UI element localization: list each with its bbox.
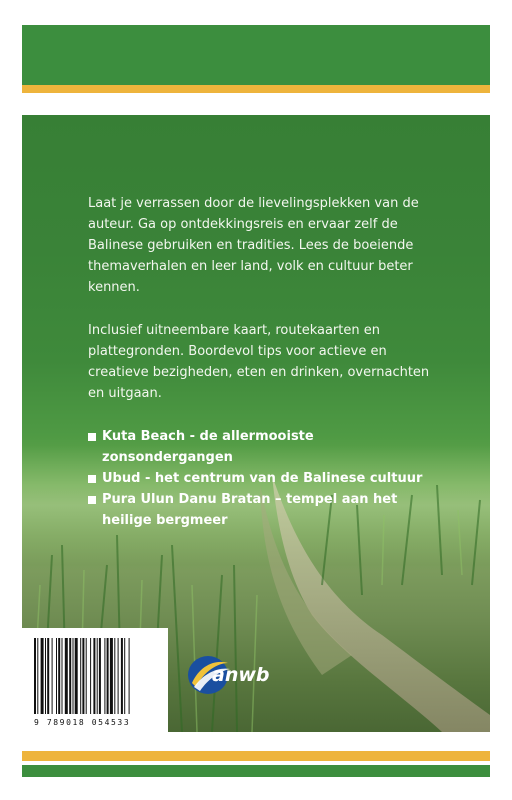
barcode-bar bbox=[75, 638, 78, 714]
highlights-list bbox=[88, 426, 448, 531]
barcode-bar bbox=[34, 638, 36, 714]
barcode-bar bbox=[56, 638, 57, 714]
barcode-bar bbox=[58, 638, 60, 714]
list-item bbox=[88, 468, 448, 489]
barcode-digits: 9 789018 054533 bbox=[34, 718, 131, 727]
back-cover-panel bbox=[22, 115, 490, 732]
barcode-bar bbox=[86, 638, 87, 714]
barcode bbox=[22, 628, 168, 732]
barcode-bar bbox=[52, 638, 53, 714]
barcode-bar bbox=[97, 638, 98, 714]
list-item bbox=[88, 489, 448, 531]
highlight-text: Ubud - het centrum van de Balinese cultuur bbox=[102, 471, 423, 486]
barcode-bar bbox=[80, 638, 81, 714]
barcode-bar bbox=[45, 638, 46, 714]
barcode-bar bbox=[107, 638, 109, 714]
barcode-bar bbox=[47, 638, 49, 714]
barcode-bar bbox=[114, 638, 115, 714]
barcode-bar bbox=[129, 638, 130, 714]
barcode-bar bbox=[37, 638, 38, 714]
barcode-bars-icon bbox=[32, 638, 160, 716]
square-bullet-icon bbox=[88, 475, 96, 483]
barcode-bar bbox=[99, 638, 101, 714]
bottom-green-band bbox=[22, 765, 490, 777]
barcode-bar bbox=[90, 638, 91, 714]
logo-text: anwb bbox=[212, 664, 270, 686]
barcode-bar bbox=[73, 638, 74, 714]
barcode-bar bbox=[69, 638, 71, 714]
barcode-bar bbox=[62, 638, 63, 714]
square-bullet-icon bbox=[88, 433, 96, 441]
square-bullet-icon bbox=[88, 496, 96, 504]
barcode-bar bbox=[110, 638, 113, 714]
anwb-logo bbox=[186, 653, 282, 701]
barcode-bar bbox=[93, 638, 95, 714]
list-item bbox=[88, 426, 448, 468]
top-yellow-stripe bbox=[22, 85, 490, 93]
blurb-paragraph-2: Inclusief uitneembare kaart, routekaarten en plattegronden. Boordevol tips voor actieve en creatieve bezigheden, eten en drinken, overnachten en uitgaan. bbox=[88, 323, 430, 401]
barcode-bar bbox=[82, 638, 84, 714]
highlight-text: Pura Ulun Danu Bratan – tempel aan het heilige bergmeer bbox=[102, 492, 398, 528]
highlight-text: Kuta Beach - de allermooiste zonsondergangen bbox=[102, 429, 314, 465]
barcode-bar bbox=[65, 638, 68, 714]
anwb-swoosh-icon bbox=[186, 653, 282, 697]
barcode-bar bbox=[41, 638, 44, 714]
barcode-bar bbox=[121, 638, 123, 714]
barcode-bar bbox=[124, 638, 125, 714]
top-green-band bbox=[22, 25, 490, 85]
barcode-bar bbox=[118, 638, 119, 714]
barcode-bar bbox=[104, 638, 105, 714]
blurb-paragraph-1: Laat je verrassen door de lievelingsplekken van de auteur. Ga op ontdekkingsreis en ervaar zelf de Balinese gebruiken en tradities. Lees de boeiende themaverhalen en leer land, volk en cultuur beter kennen. bbox=[88, 196, 419, 295]
blurb-text bbox=[88, 193, 448, 531]
bottom-yellow-stripe bbox=[22, 751, 490, 761]
